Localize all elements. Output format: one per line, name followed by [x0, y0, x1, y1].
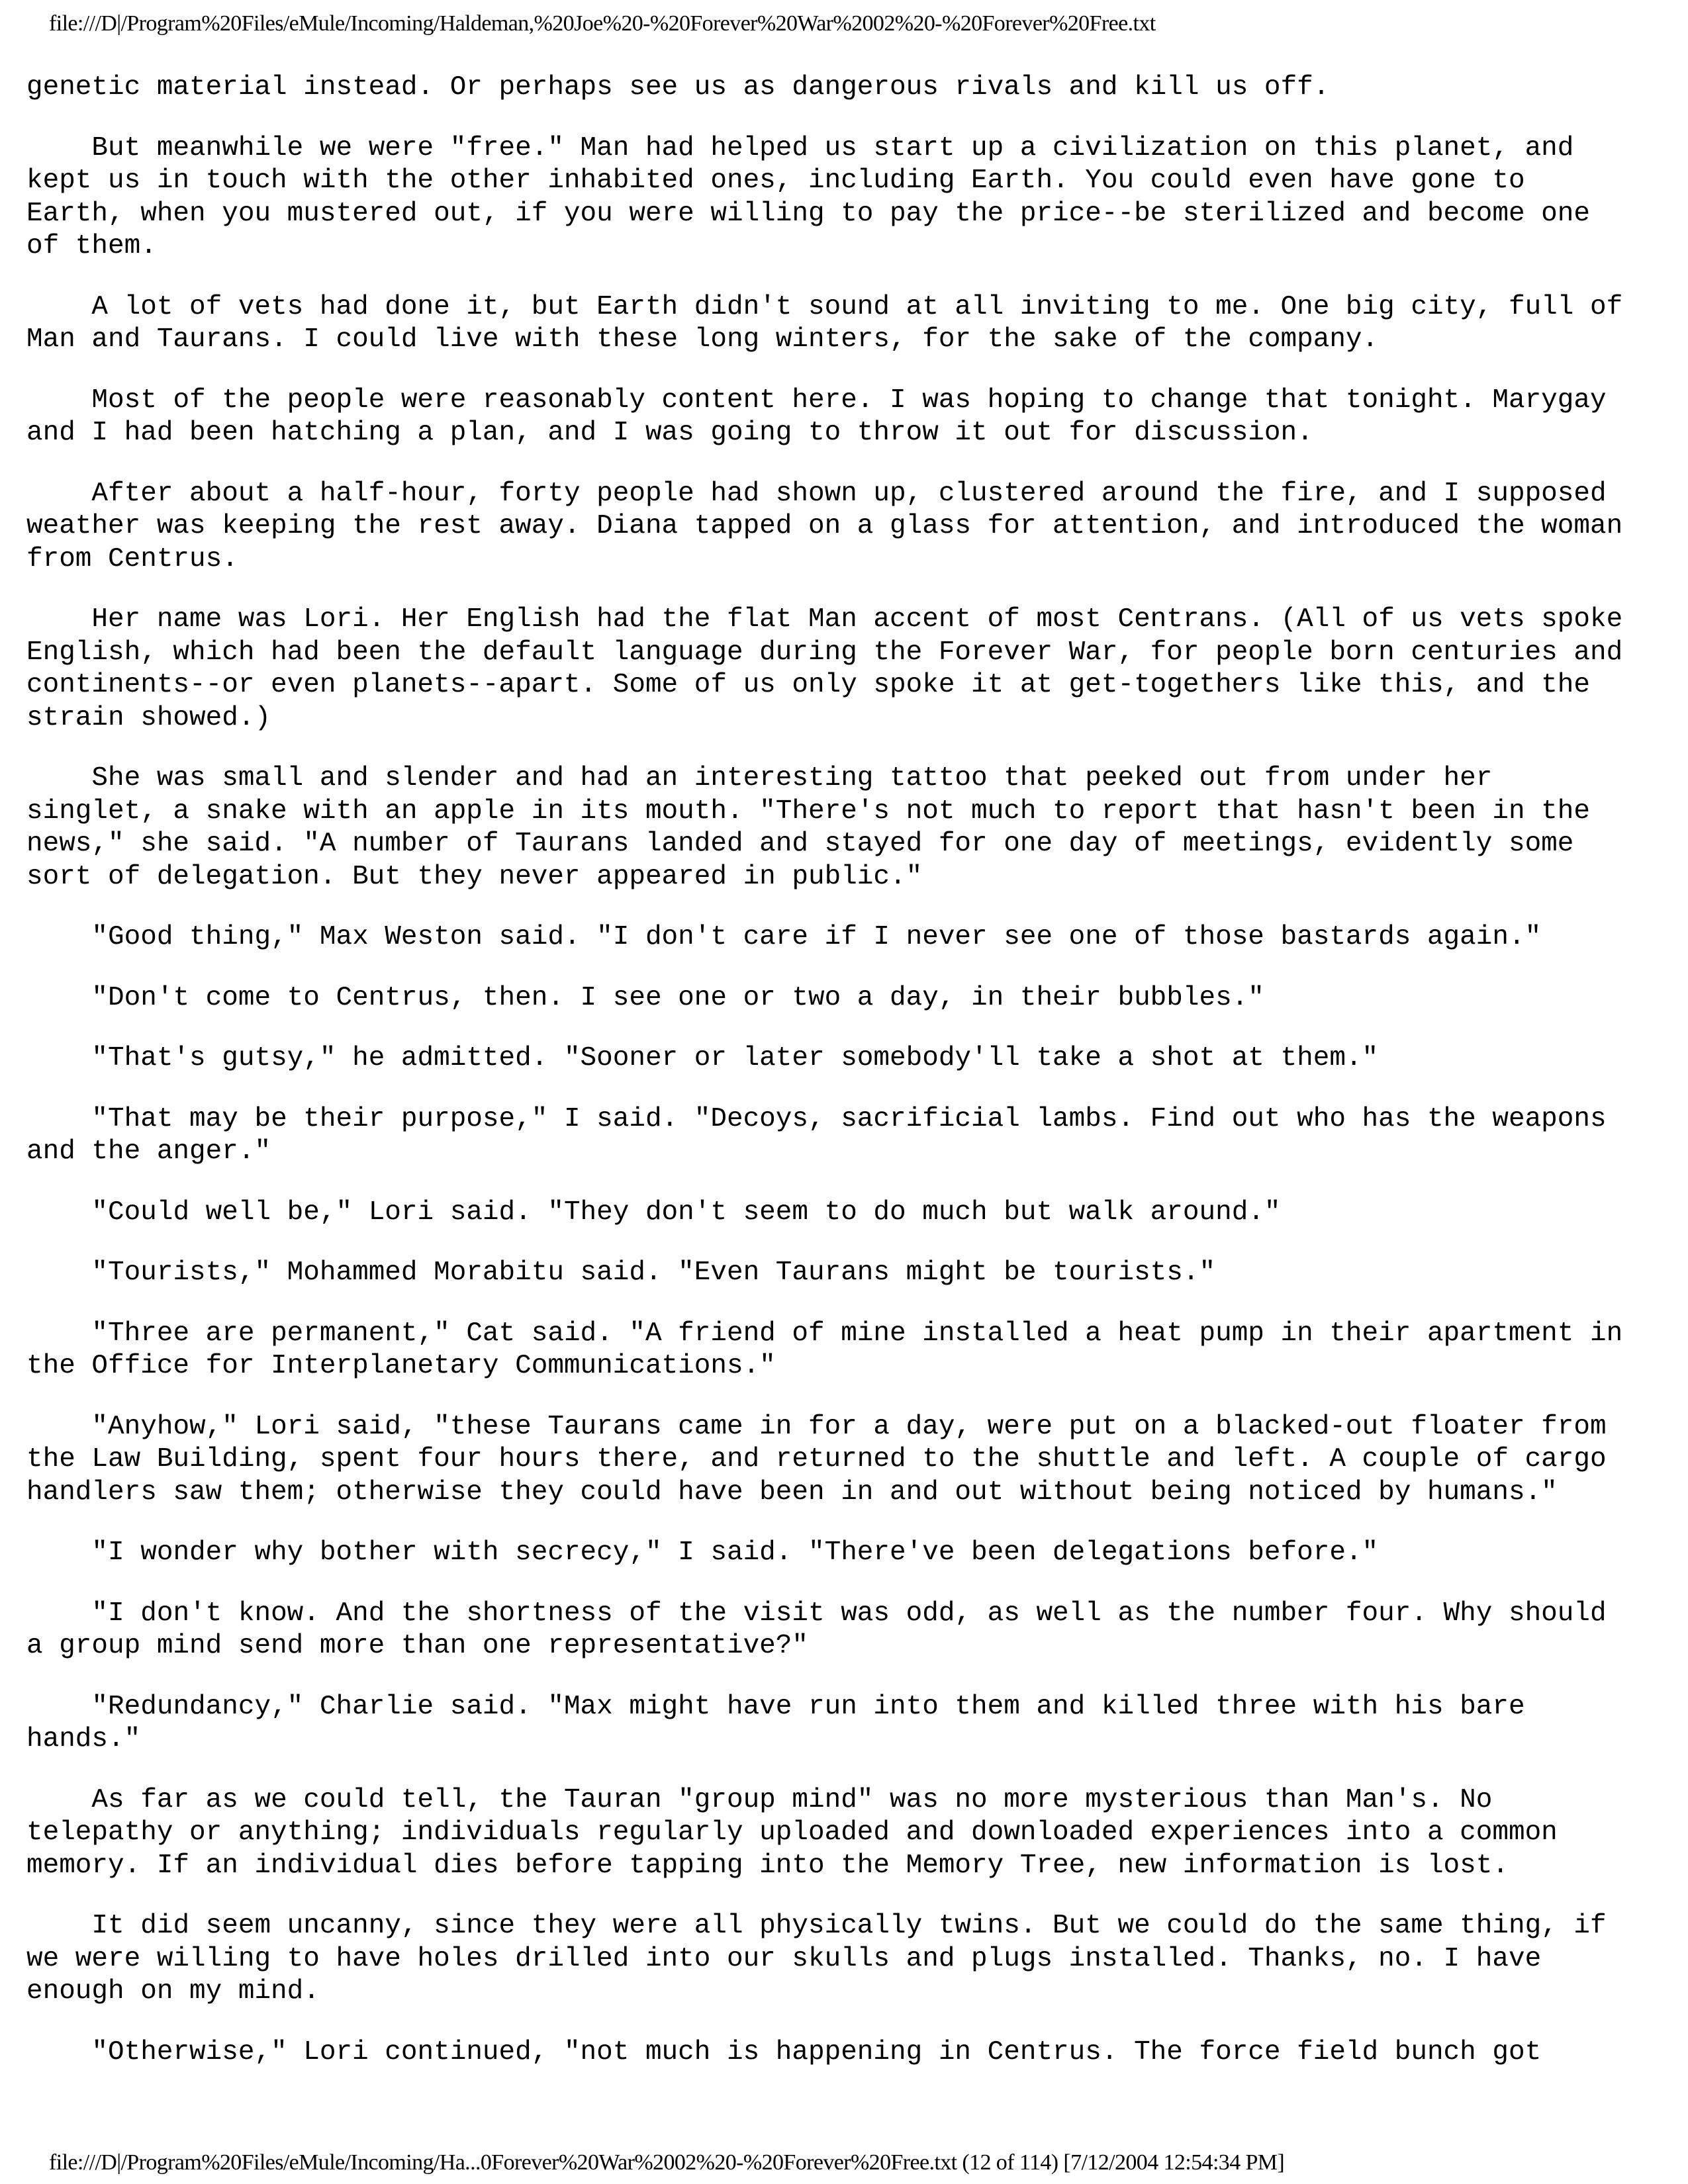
paragraph: "Anyhow," Lori said, "these Taurans came in for a day, were put on a blacked-out floater from the Law Building, spent four hours there, and returned to the shuttle and left. A couple of cargo handlers saw them; otherwise they could have been in and out without being noticed by humans."	[26, 1411, 1607, 1508]
paragraph: After about a half-hour, forty people had shown up, clustered around the fire, and I supposed weather was keeping the rest away. Diana tapped on a glass for attention, and introduced the woman from Centrus.	[26, 478, 1623, 574]
page-footer-path: file:///D|/Program%20Files/eMule/Incoming/Ha...0Forever%20War%2002%20-%20Forever%20Free.txt (12 of 114) [7/12/2004 12:54:34 PM]	[49, 2150, 1285, 2175]
paragraph: "That may be their purpose," I said. "Decoys, sacrificial lambs. Find out who has the weapons and the anger."	[26, 1103, 1607, 1167]
paragraph: But meanwhile we were "free." Man had helped us start up a civilization on this planet, and kept us in touch with the other inhabited ones, including Earth. You could even have gone to Earth, when you mustered out, if you were willing to pay the price--be sterilized and become one of them.	[26, 132, 1590, 261]
paragraph: "That's gutsy," he admitted. "Sooner or later somebody'll take a shot at them."	[26, 1043, 1379, 1073]
paragraph: Her name was Lori. Her English had the flat Man accent of most Centrans. (All of us vets spoke English, which had been the default language during the Forever War, for people born centuries and continents--or even planets--apart. Some of us only spoke it at get-togethers like this, and the strain showed.)	[26, 604, 1623, 733]
paragraph: "Three are permanent," Cat said. "A friend of mine installed a heat pump in their apartment in the Office for Interplanetary Communications."	[26, 1318, 1623, 1381]
paragraph: It did seem uncanny, since they were all physically twins. But we could do the same thing, if we were willing to have holes drilled into our skulls and plugs installed. Thanks, no. I have enough on my mind.	[26, 1911, 1607, 2007]
paragraph: "Redundancy," Charlie said. "Max might have run into them and killed three with his bare hands."	[26, 1691, 1525, 1754]
paragraph: "Good thing," Max Weston said. "I don't care if I never see one of those bastards again."	[26, 922, 1542, 952]
paragraph: "Could well be," Lori said. "They don't seem to do much but walk around."	[26, 1197, 1281, 1228]
paragraph: "Otherwise," Lori continued, "not much is happening in Centrus. The force field bunch got	[26, 2036, 1542, 2068]
paragraph: She was small and slender and had an interesting tattoo that peeked out from under her singlet, a snake with an apple in its mouth. "There's not much to report that hasn't been in the news," she said. "A number of Taurans landed and stayed for one day of meetings, evidently some sort of delegation. But they never appeared in public."	[26, 763, 1590, 892]
paragraph: Most of the people were reasonably content here. I was hoping to change that tonight. Marygay and I had been hatching a plan, and I was going to throw it out for discussion.	[26, 385, 1607, 448]
paragraph: "I don't know. And the shortness of the visit was odd, as well as the number four. Why should a group mind send more than one representative?"	[26, 1598, 1607, 1661]
paragraph: genetic material instead. Or perhaps see us as dangerous rivals and kill us off.	[26, 72, 1330, 103]
paragraph: A lot of vets had done it, but Earth didn't sound at all inviting to me. One big city, full of Man and Taurans. I could live with these long winters, for the sake of the company.	[26, 291, 1623, 355]
document-body	[26, 71, 1668, 2097]
paragraph: "I wonder why bother with secrecy," I said. "There've been delegations before."	[26, 1537, 1379, 1568]
paragraph: As far as we could tell, the Tauran "group mind" was no more mysterious than Man's. No telepathy or anything; individuals regularly uploaded and downloaded experiences into a common memory. If an individual dies before tapping into the Memory Tree, new information is lost.	[26, 1784, 1558, 1881]
paragraph: "Don't come to Centrus, then. I see one or two a day, in their bubbles."	[26, 982, 1264, 1013]
page-header-path: file:///D|/Program%20Files/eMule/Incoming/Haldeman,%20Joe%20-%20Forever%20War%2002%20-%20Forever%20Free.txt	[49, 11, 1156, 36]
paragraph: "Tourists," Mohammed Morabitu said. "Even Taurans might be tourists."	[26, 1257, 1216, 1288]
